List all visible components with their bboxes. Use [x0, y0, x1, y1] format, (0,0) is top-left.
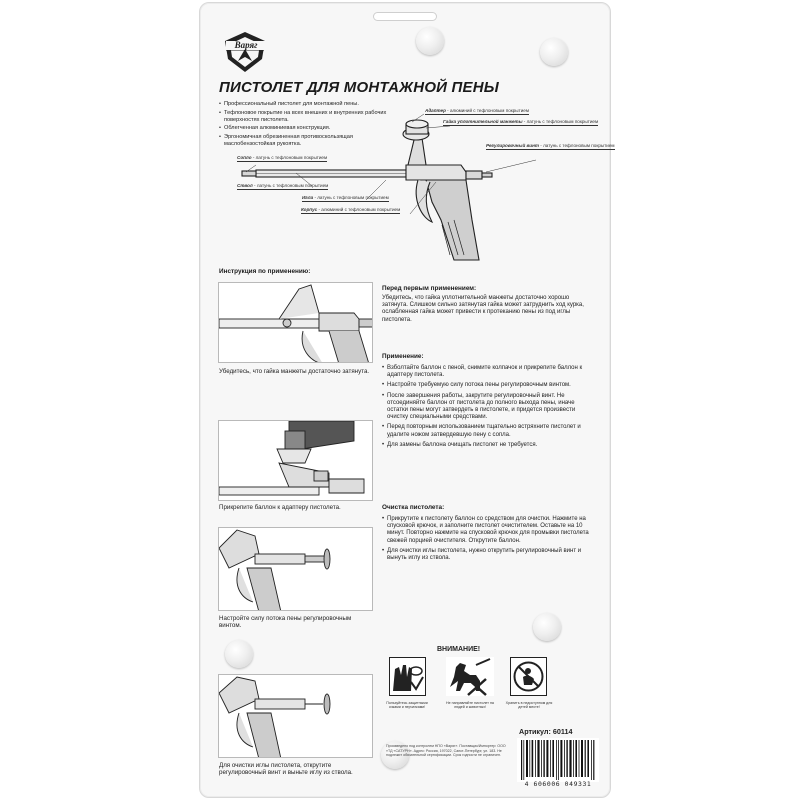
cleaning-item: • Для очистки иглы пистолета, нужно открутить регулировочный винт и вынуть иглу из ствола. [382, 548, 592, 562]
instructions-heading: Инструкция по применению: [219, 268, 311, 275]
callout-nut [443, 119, 598, 126]
cleaning-item: • Прикрутите к пистолету баллон со средством для очистки. Нажмите на спусковой крючок, и заполните пистолет очистителем. Оставьте на 10 минут. Повторно нажмите на спусковой крючок для промывки пистолета свежей порцией очистителя. Открутите баллон. [382, 516, 592, 545]
article-number: Артикул: 60114 [519, 727, 573, 736]
application-item: • Взболтайте баллон с пеной, снимите колпачок и прикрепите баллон к адаптеру пистолета. [382, 365, 592, 379]
instruction-caption: Настройте силу потока пены регулировочным винтом. [219, 615, 352, 630]
instruction-image [218, 282, 373, 363]
callout-name: Корпус [301, 207, 318, 212]
attach-can-illustration [219, 421, 373, 501]
instruction-image [218, 420, 373, 501]
application-item: • После завершения работы, закрутите регулировочный винт. Не отсоединяйте баллон от пистолета до полного выхода пены, иначе остатки пены могут затвердеть в пистолете, и придется произвести очистку специальными средствами. [382, 393, 592, 422]
warning-heading: ВНИМАНИЕ! [437, 646, 481, 653]
mount-bubble [225, 640, 253, 668]
callout-desc: - алюминий с тефлоновым покрытием [445, 108, 529, 113]
callout-adapter [425, 108, 529, 115]
no-children-icon [510, 657, 547, 696]
callout-name: Сопло [237, 155, 252, 160]
product-title: ПИСТОЛЕТ ДЛЯ МОНТАЖНОЙ ПЕНЫ [219, 79, 499, 96]
hanger-hole [373, 12, 437, 21]
callout-desc: - латунь с тефлоновым покрытием [538, 143, 615, 148]
warning-caption: Пользуйтесь защитными очками и перчатками! [386, 701, 428, 710]
callout-desc: - латунь с тефлоновым покрытием [251, 155, 328, 160]
callout-desc: - латунь с тефлоновым покрытием [522, 119, 599, 124]
callout-desc: - латунь с тефлоновым покрытием [252, 183, 329, 188]
warning-caption: Не направляйте пистолет на людей и животных! [446, 701, 494, 710]
instruction-caption: Для очистки иглы пистолета, открутите регулировочный винт и выньте иглу из ствола. [219, 762, 353, 777]
callout-name: Ствол [237, 183, 253, 188]
warning-caption: Хранить в недоступном для детей месте! [505, 701, 553, 710]
application-item: • Перед повторным использованием тщательно встряхните пистолет и удалите ножом затвердевшую пену с сопла. [382, 424, 592, 438]
callout-body [301, 207, 400, 214]
callout-desc: - алюминий с тефлоновым покрытием [317, 207, 401, 212]
feature-item: • Эргономичная обрезиненная противоскользящая маслобензостойкая рукоятка. [219, 134, 389, 148]
gun-diagram [236, 110, 596, 280]
callout-barrel [237, 183, 328, 190]
gun-tighten-illustration [219, 283, 373, 363]
adjust-screw-illustration [219, 528, 373, 611]
callout-screw [486, 143, 615, 150]
application-item: • Настройте требуемую силу потока пены регулировочным винтом. [382, 382, 592, 389]
feature-item: • Тефлоновое покрытие на всех внешних и внутренних рабочих поверхностях пистолета. [219, 110, 389, 124]
remove-needle-illustration [219, 675, 373, 758]
callout-desc: - латунь с тефлоновым покрытием [313, 195, 389, 200]
brand-logo-text: Варяг [226, 41, 266, 50]
brand-logo [222, 29, 268, 75]
feature-item: • Облегченная алюминиевая конструкция. [219, 125, 389, 132]
producer-info: Произведено под контролем НПО «Варяг». Поставщик/Импортер: ООО «ТД «САТУРН». Адрес: Россия, 197022, Санкт-Петербург, ул. 183. Не подлежит обязательной сертификации. Срок годности не ограничен. [386, 744, 506, 758]
instruction-image [218, 674, 373, 758]
mount-bubble [416, 27, 444, 55]
callout-name: Гайка уплотнительной манжеты [443, 119, 523, 124]
instruction-image [218, 527, 373, 611]
barcode-number: 4 606006 049331 [524, 780, 592, 788]
mount-bubble [533, 613, 561, 641]
no-people-animals-icon [446, 657, 494, 696]
feature-item: • Профессиональный пистолет для монтажной пены. [219, 101, 389, 108]
callout-needle [302, 195, 389, 202]
barcode-image [517, 738, 599, 782]
before-use-text: Убедитесь, что гайка уплотнительной манжеты достаточно хорошо затянута. Слишком сильно затянутая гайка может затруднить ход курка, ослабленная гайка может привести к протеканию пены из под иглы пистолета. [382, 295, 584, 323]
callout-name: Регулировочный винт [486, 143, 539, 148]
before-use-heading: Перед первым применением: [382, 285, 477, 292]
callout-nozzle [237, 155, 327, 162]
callout-name: Игла [302, 195, 314, 200]
application-heading: Применение: [382, 353, 424, 360]
instruction-caption: Прикрепите баллон к адаптеру пистолета. [219, 504, 341, 511]
cleaning-list [382, 516, 592, 565]
callout-name: Адаптер [425, 108, 446, 113]
application-item: • Для замены баллона очищать пистолет не требуется. [382, 442, 592, 449]
mount-bubble [540, 38, 568, 66]
cleaning-heading: Очистка пистолета: [382, 504, 445, 511]
instruction-caption: Убедитесь, что гайка манжеты достаточно затянута. [219, 368, 370, 375]
application-list [382, 365, 592, 452]
gloves-goggles-icon [389, 657, 426, 696]
